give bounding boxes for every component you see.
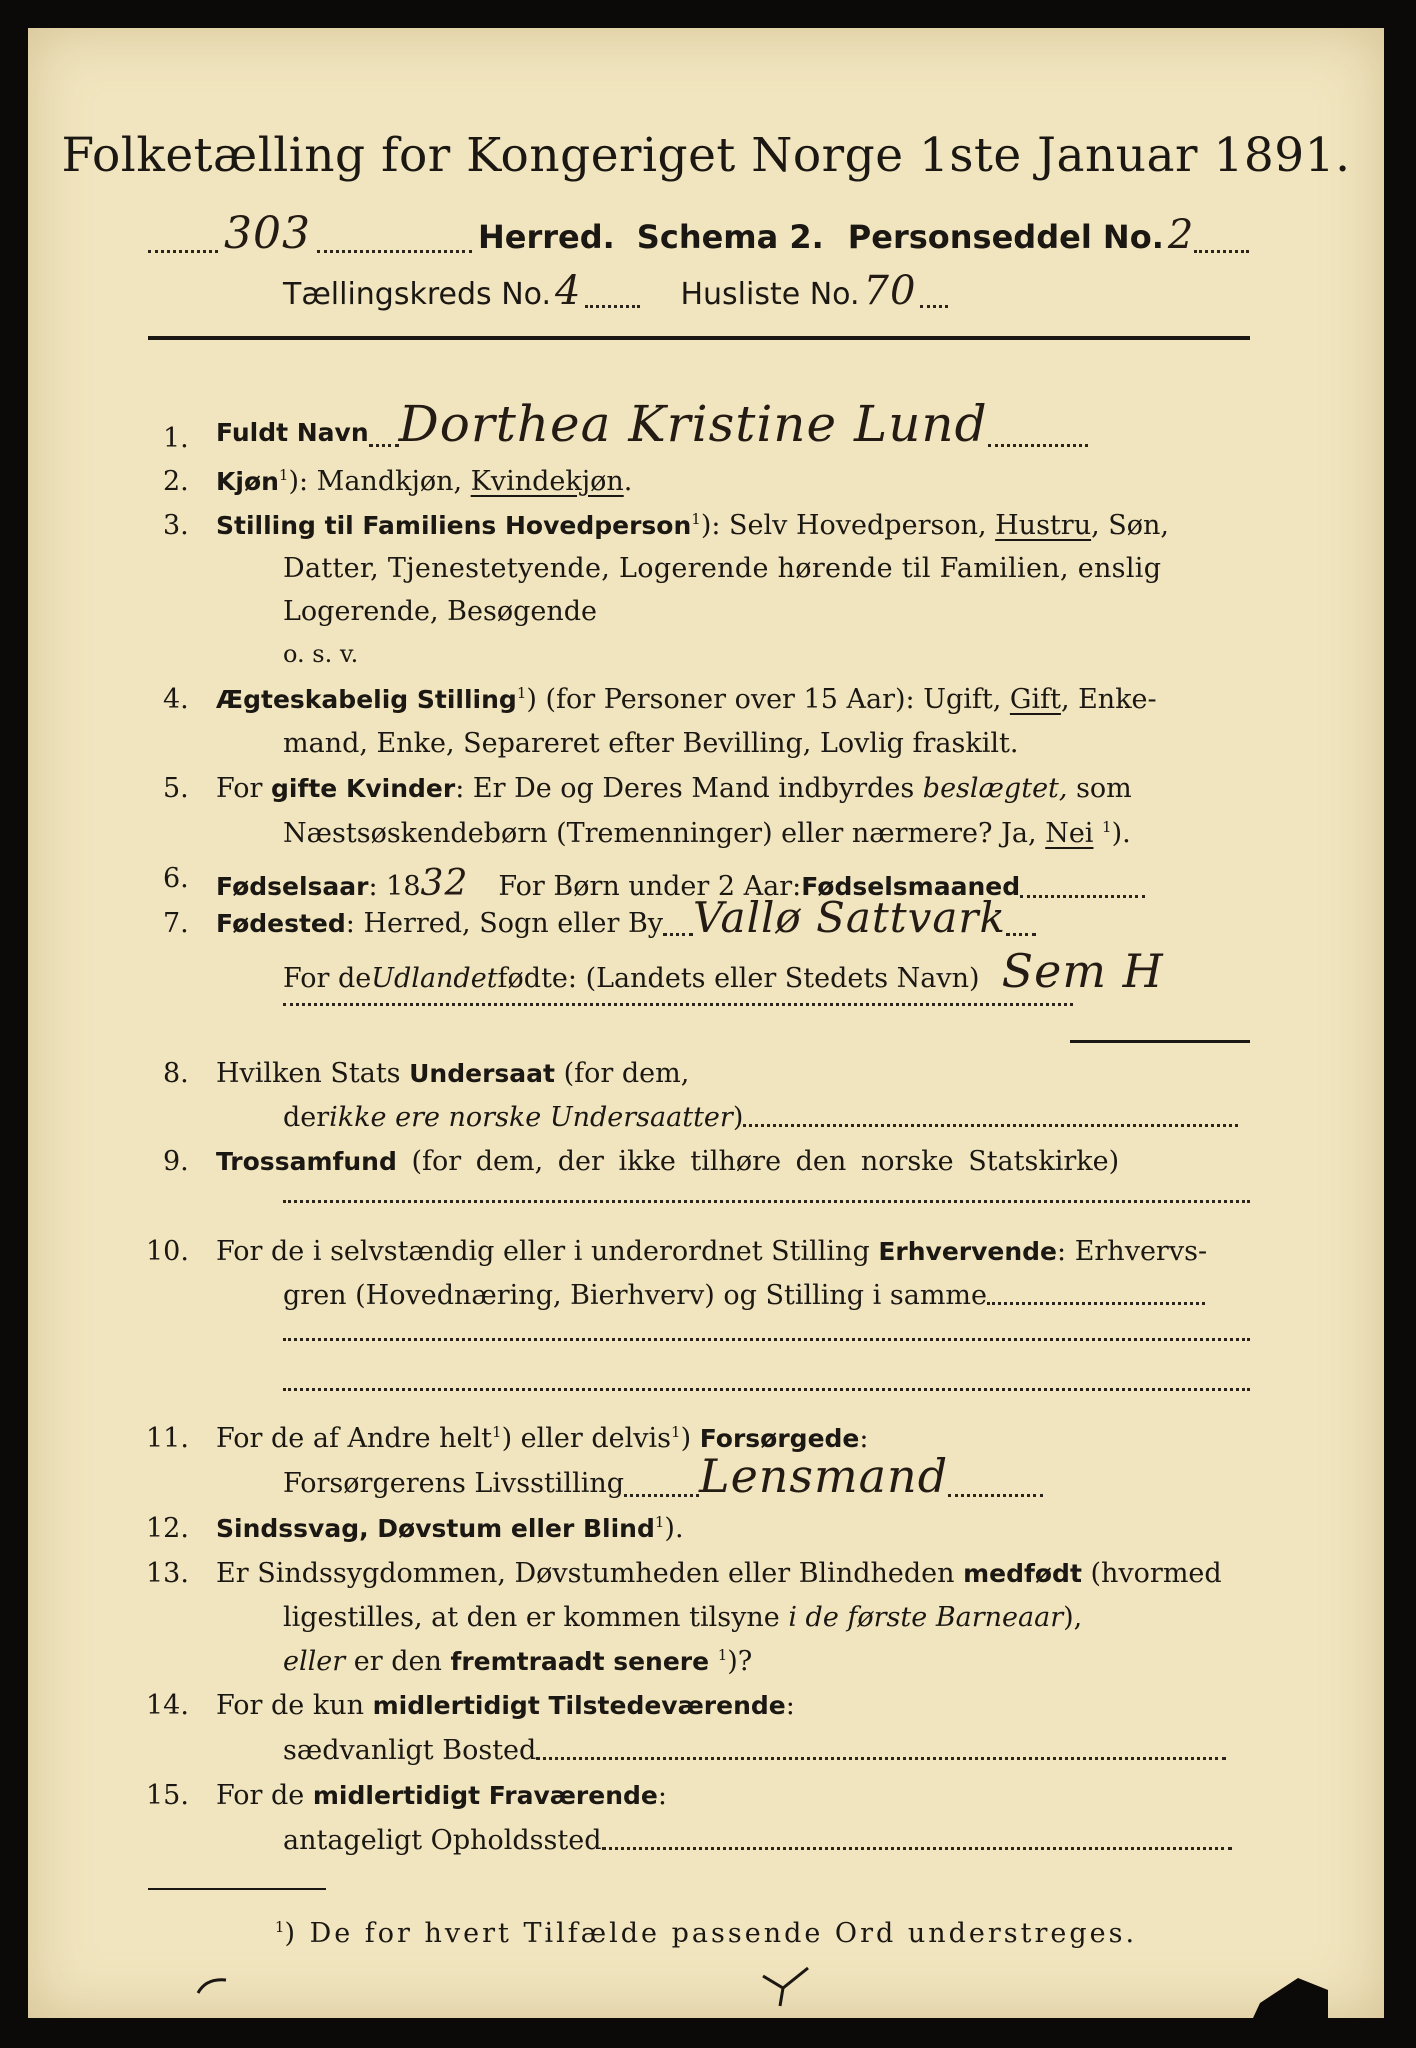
- q2-label: Kjøn: [216, 467, 279, 496]
- pencil-mark-left: [198, 1980, 226, 1993]
- q1-label: Fuldt Navn: [216, 418, 369, 447]
- q13-line3-italic: eller: [283, 1646, 346, 1677]
- q8-line2-a: der: [283, 1102, 330, 1133]
- q6-label: Fødselsaar: [216, 872, 369, 901]
- corner-tear: [1253, 1978, 1328, 2018]
- q7-line2-a: For de: [283, 963, 372, 994]
- q5-line2-c: ).: [1111, 818, 1131, 849]
- q13-line2-a: ligestilles, at den er kommen tilsyne: [283, 1602, 789, 1633]
- q4-label: Ægteskabelig Stilling: [216, 685, 517, 714]
- q10-text-b: : Erhvervs-: [1057, 1236, 1208, 1267]
- q7-label: Fødested: [216, 909, 346, 938]
- footnote-sup: 1: [274, 1918, 285, 1936]
- q13-line3-a: er den: [345, 1646, 451, 1677]
- q14-text-b: :: [785, 1690, 795, 1721]
- q8-italic: ikke ere norske Undersaatter: [329, 1102, 733, 1133]
- q11-text-b: ) eller delvis: [501, 1423, 672, 1454]
- herred-number: 303: [224, 208, 311, 259]
- q13-sup: 1: [717, 1646, 728, 1664]
- q5-sup: 1: [1102, 818, 1112, 836]
- q8-text-a: Hvilken Stats: [216, 1058, 410, 1089]
- q4-text-b: , Enke-: [1060, 684, 1157, 715]
- q3-sup: 1: [691, 510, 701, 528]
- q8-label: Undersaat: [409, 1059, 555, 1088]
- q12-label: Sindssvag, Døvstum eller Blind: [216, 1514, 655, 1543]
- pencil-mark-center: [763, 1968, 808, 2006]
- birth-year-value: 32: [420, 863, 469, 904]
- q13-label: medfødt: [963, 1559, 1082, 1588]
- q2-number: 2.: [163, 466, 189, 497]
- q10-line2-text: gren (Hovednæring, Bierhverv) og Stilling i samme: [283, 1280, 988, 1311]
- q14-number: 14.: [146, 1690, 189, 1721]
- q12-sup: 1: [654, 1513, 665, 1531]
- q13-number: 13.: [146, 1558, 189, 1589]
- q10-label: Erhvervende: [878, 1237, 1058, 1266]
- q4-underlined: Gift: [1009, 684, 1061, 715]
- birthplace-value: Vallø Sattvark: [693, 893, 1006, 942]
- q9-number: 9.: [163, 1146, 189, 1177]
- q5-number: 5.: [163, 773, 189, 804]
- q7-text-a: : Herred, Sogn eller By: [345, 908, 664, 939]
- q6-number: 6.: [163, 863, 189, 894]
- q6-label2: Fødselsmaaned: [801, 872, 1021, 901]
- paper-marks: [28, 28, 1384, 2018]
- q13-text-a: Er Sindssygdommen, Døvstumheden eller Blindheden: [216, 1558, 964, 1589]
- husliste-number: 70: [863, 268, 917, 314]
- q3-text-b: , Søn,: [1091, 510, 1169, 541]
- q5-italic: beslægtet,: [922, 773, 1068, 804]
- herred-label: Herred.: [477, 218, 615, 256]
- q3-underlined: Hustru: [995, 510, 1092, 541]
- q2-text-b: .: [623, 466, 633, 497]
- q14-label: midlertidigt Tilstedeværende: [372, 1691, 786, 1720]
- q14-line2-text: sædvanligt Bosted: [283, 1735, 537, 1766]
- q14-text-a: For de kun: [216, 1690, 373, 1721]
- q3-line2: Datter, Tjenestetyende, Logerende hørende til Familien, enslig: [283, 553, 1162, 584]
- q12-text-a: ).: [664, 1513, 684, 1544]
- personseddel-number: 2: [1167, 212, 1195, 258]
- q10-text-a: For de i selvstændig eller i underordnet Stilling: [216, 1236, 879, 1267]
- q13-text-b: (hvormed: [1081, 1558, 1222, 1589]
- census-form: [28, 28, 1384, 2018]
- q11-label: Forsørgede: [699, 1424, 860, 1453]
- husliste-label: Husliste No.: [680, 277, 860, 312]
- q13-label2: fremtraadt senere: [450, 1647, 710, 1676]
- full-name-value: Dorthea Kristine Lund: [398, 395, 988, 453]
- q3-label: Stilling til Familiens Hovedperson: [216, 511, 692, 540]
- q13-line2-b: ),: [1063, 1602, 1083, 1633]
- q5-text-b: som: [1067, 773, 1132, 804]
- q9-label: Trossamfund: [216, 1147, 397, 1176]
- q11-text-a: For de af Andre helt: [216, 1423, 493, 1454]
- q11-number: 11.: [146, 1423, 189, 1454]
- q3-number: 3.: [163, 510, 189, 541]
- q9-text-a: (for dem, der ikke tilhøre den norske Statskirke): [396, 1146, 1120, 1177]
- q11-line2-text: Forsørgerens Livsstilling: [283, 1468, 625, 1499]
- q15-label: midlertidigt Fraværende: [312, 1781, 658, 1810]
- q7-number: 7.: [163, 908, 189, 939]
- q11-text-c: ): [680, 1423, 700, 1454]
- q3-line4: o. s. v.: [283, 640, 359, 668]
- q6-text-b: For Børn under 2 Aar:: [498, 871, 802, 902]
- q11-text-d: :: [859, 1423, 869, 1454]
- q11-sup: 1: [492, 1423, 502, 1441]
- q3-line3: Logerende, Besøgende: [283, 596, 597, 627]
- q5-underlined: Nei: [1045, 818, 1094, 849]
- q13-italic: i de første Barneaar: [788, 1602, 1064, 1633]
- taellingskreds-label: Tællingskreds No.: [283, 277, 551, 312]
- q4-text-a: ) (for Personer over 15 Aar): Ugift,: [526, 684, 1010, 715]
- q11-sup2: 1: [671, 1423, 681, 1441]
- q5-text-a: : Er De og Deres Mand indbyrdes: [455, 773, 923, 804]
- q7-italic: Udlandet: [371, 963, 498, 994]
- personseddel-label: Personseddel No.: [847, 218, 1164, 256]
- q10-number: 10.: [146, 1236, 189, 1267]
- q2-text-a: ): Mandkjøn,: [288, 466, 471, 497]
- q7-line2-b: fødte: (Landets eller Stedets Navn): [497, 963, 980, 994]
- q12-number: 12.: [146, 1513, 189, 1544]
- q5-label: gifte Kvinder: [271, 774, 456, 803]
- q15-number: 15.: [146, 1780, 189, 1811]
- q8-text-b: (for dem,: [554, 1058, 690, 1089]
- q13-line3-c: )?: [727, 1646, 753, 1677]
- q2-sup: 1: [278, 466, 289, 484]
- q8-number: 8.: [163, 1058, 189, 1089]
- q15-line2-text: antageligt Opholdssted: [283, 1825, 602, 1856]
- schema-label: Schema 2.: [636, 218, 824, 256]
- provider-occupation-value: Lensmand: [699, 1449, 949, 1503]
- foreign-birthplace-value: Sem H: [1001, 944, 1164, 998]
- q8-line2-b: ): [732, 1102, 744, 1133]
- q5-line2-a: Næstsøskendebørn (Tremenninger) eller nærmere? Ja,: [283, 818, 1046, 849]
- q2-underlined: Kvindekjøn: [470, 466, 624, 497]
- form-title: Folketælling for Kongeriget Norge 1ste Januar 1891.: [61, 128, 1351, 183]
- q1-number: 1.: [163, 423, 189, 454]
- footnote-text: ) De for hvert Tilfælde passende Ord understreges.: [284, 1918, 1138, 1949]
- q6-text-a: : 18: [368, 871, 421, 902]
- q15-text-a: For de: [216, 1780, 313, 1811]
- q5-pre: For: [216, 773, 272, 804]
- q4-sup: 1: [516, 684, 527, 702]
- q4-number: 4.: [163, 684, 189, 715]
- q4-line2: mand, Enke, Separeret efter Bevilling, Lovlig fraskilt.: [283, 728, 1019, 759]
- taellingskreds-number: 4: [555, 268, 582, 314]
- q3-text-a: ): Selv Hovedperson,: [700, 510, 996, 541]
- q15-text-b: :: [657, 1780, 667, 1811]
